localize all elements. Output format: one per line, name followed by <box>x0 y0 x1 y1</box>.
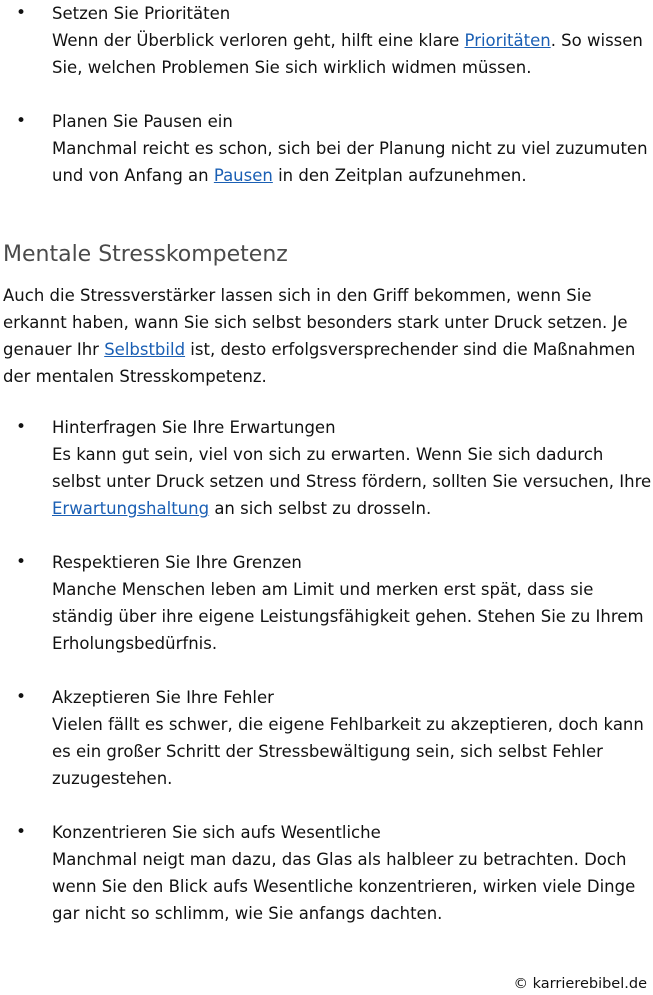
priorities-list <box>0 0 653 216</box>
bullet-icon: • <box>16 687 27 707</box>
list-item <box>0 108 653 189</box>
list-item-body: Manchmal neigt man dazu, das Glas als halbleer zu betrachten. Doch wenn Sie den Blick aufs Wesentliche konzentrieren, wirken viele Dinge gar nicht so schlimm, wie Sie anfangs dachten. <box>52 850 636 923</box>
link-erwartungshaltung[interactable]: Erwartungshaltung <box>52 499 210 518</box>
copyright-footer: © karrierebibel.de <box>513 976 647 992</box>
section-heading: Mentale Stresskompetenz <box>3 242 288 267</box>
section-intro: Auch die Stressverstärker lassen sich in den Griff bekommen, wenn Sie erkannt haben, wann Sie sich selbst besonders stark unter Druck setzen. Je genauer Ihr Selbstbild ist, desto erfolgsversprechender sind die Maßnahmen der mentalen Stresskompetenz. <box>3 286 636 386</box>
list-item-title: Hinterfragen Sie Ihre Erwartungen <box>52 418 336 437</box>
list-item <box>0 0 653 81</box>
list-item <box>0 684 653 792</box>
list-item-body: Manchmal reicht es schon, sich bei der Planung nicht zu viel zuzumuten und von Anfang an Pausen in den Zeitplan aufzunehmen. <box>52 139 648 185</box>
list-item-title: Setzen Sie Prioritäten <box>52 4 231 23</box>
list-item-body: Wenn der Überblick verloren geht, hilft eine klare Prioritäten. So wissen Sie, welchen Problemen Sie sich wirklich widmen müssen. <box>52 31 643 77</box>
list-item-title: Planen Sie Pausen ein <box>52 112 233 131</box>
list-item-title: Konzentrieren Sie sich aufs Wesentliche <box>52 823 381 842</box>
list-item-title: Respektieren Sie Ihre Grenzen <box>52 553 302 572</box>
list-item-body: Manche Menschen leben am Limit und merken erst spät, dass sie ständig über ihre eigene Leistungsfähigkeit gehen. Stehen Sie zu Ihrem Erholungsbedürfnis. <box>52 580 644 653</box>
link-pausen[interactable]: Pausen <box>213 166 273 185</box>
list-item-body: Vielen fällt es schwer, die eigene Fehlbarkeit zu akzeptieren, doch kann es ein großer Schritt der Stressbewältigung sein, sich selbst Fehler zuzugestehen. <box>52 715 644 788</box>
bullet-icon: • <box>16 417 27 437</box>
bullet-icon: • <box>16 552 27 572</box>
mental-competence-list <box>0 414 653 954</box>
bullet-icon: • <box>16 111 27 131</box>
bullet-icon: • <box>16 822 27 842</box>
list-item <box>0 414 653 522</box>
list-item-body: Es kann gut sein, viel von sich zu erwarten. Wenn Sie sich dadurch selbst unter Druck setzen und Stress fördern, sollten Sie versuchen, Ihre Erwartungshaltung an sich selbst zu drosseln. <box>52 445 652 518</box>
list-item <box>0 549 653 657</box>
link-selbstbild[interactable]: Selbstbild <box>104 340 186 359</box>
link-prioritaeten[interactable]: Prioritäten <box>464 31 551 50</box>
bullet-icon: • <box>16 3 27 23</box>
list-item-title: Akzeptieren Sie Ihre Fehler <box>52 688 274 707</box>
list-item <box>0 819 653 927</box>
